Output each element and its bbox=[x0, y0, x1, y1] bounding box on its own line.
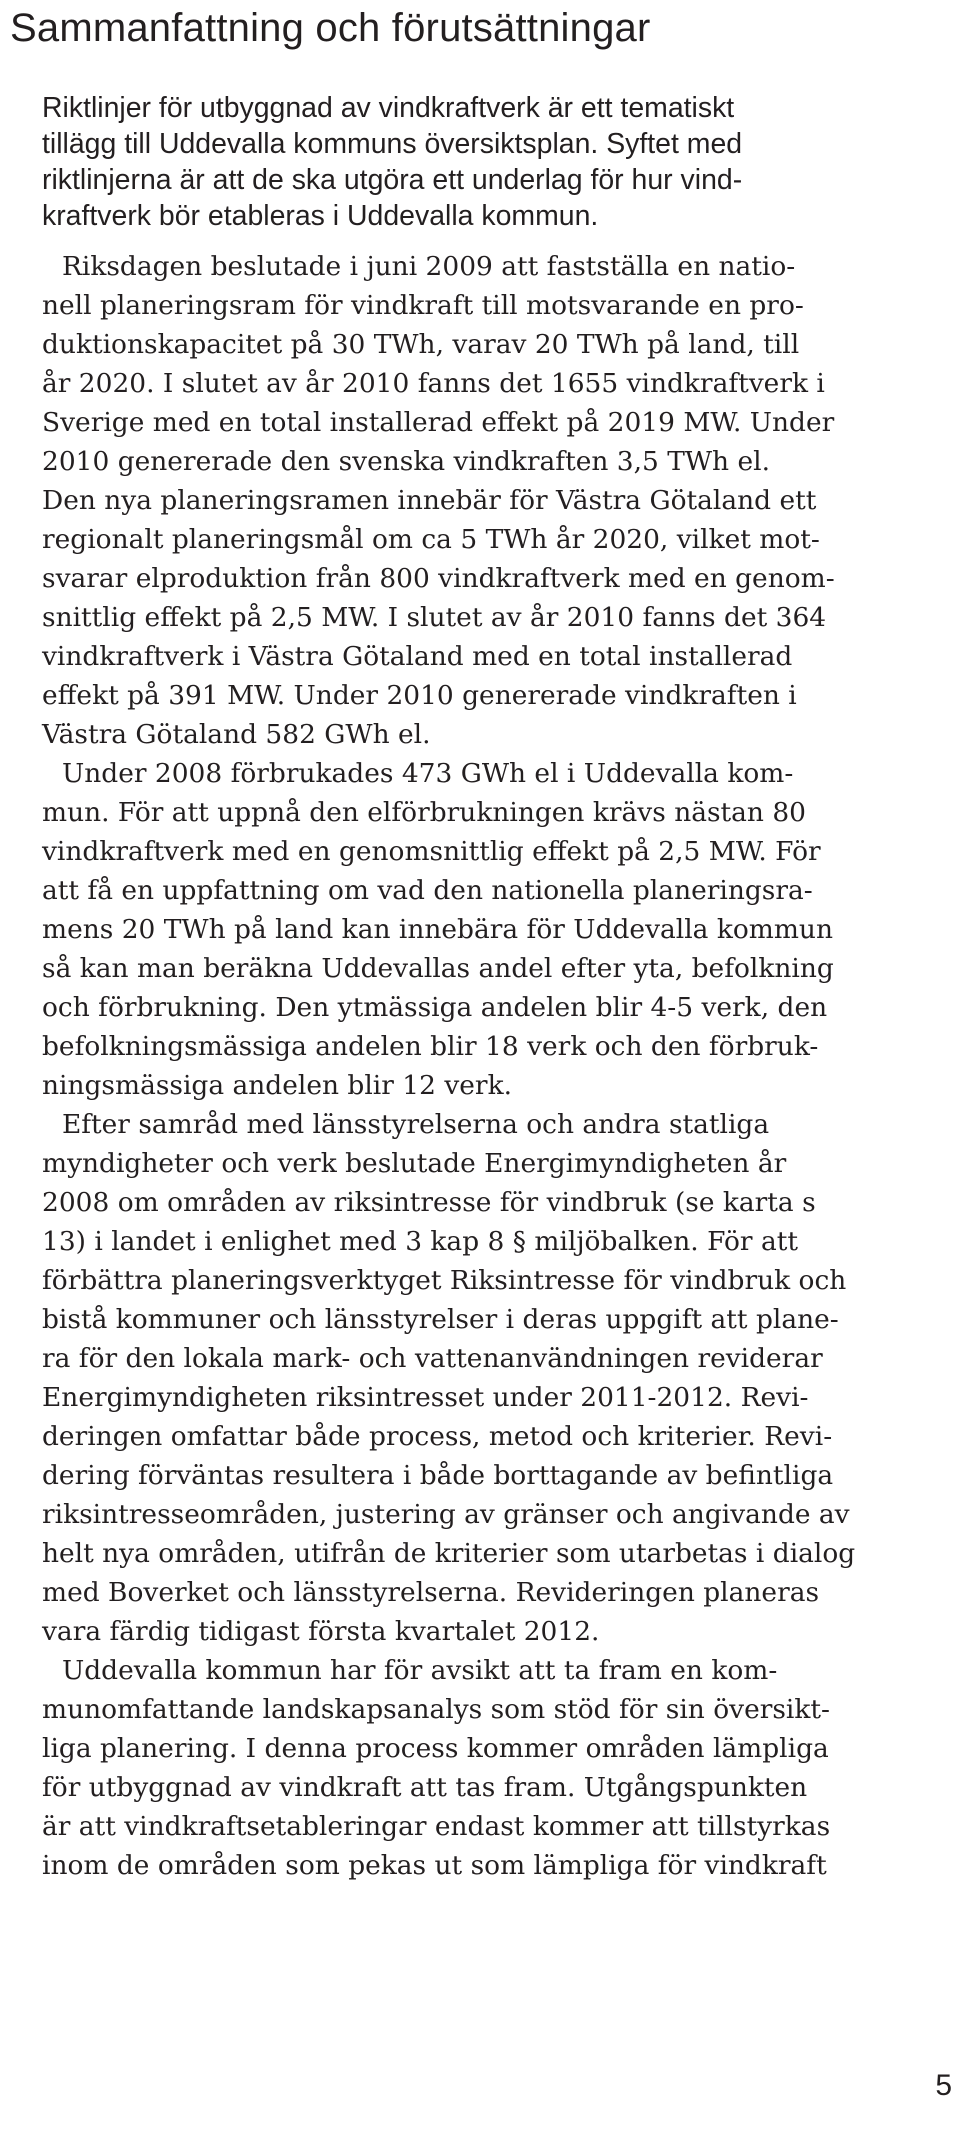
body-line: att få en uppfattning om vad den nationella planeringsra- bbox=[42, 875, 813, 906]
lead-line: riktlinjerna är att de ska utgöra ett underlag för hur vind- bbox=[42, 164, 743, 196]
body-line: Västra Götaland 582 GWh el. bbox=[42, 719, 431, 750]
body-line: Den nya planeringsramen innebär för Västra Götaland ett bbox=[42, 485, 817, 516]
body-line: vindkraftverk i Västra Götaland med en total installerad bbox=[42, 641, 793, 672]
body-line: med Boverket och länsstyrelserna. Revideringen planeras bbox=[42, 1577, 820, 1608]
body-line: 13) i landet i enlighet med 3 kap 8 § miljöbalken. För att bbox=[42, 1226, 798, 1257]
body-line: befolkningsmässiga andelen blir 18 verk och den förbruk- bbox=[42, 1031, 819, 1062]
body-line: deringen omfattar både process, metod och kriterier. Revi- bbox=[42, 1421, 833, 1452]
body-line: ningsmässiga andelen blir 12 verk. bbox=[42, 1070, 512, 1101]
body-line: vara färdig tidigast första kvartalet 2012. bbox=[42, 1616, 600, 1647]
body-line: helt nya områden, utifrån de kriterier som utarbetas i dialog bbox=[42, 1538, 856, 1569]
body-line: förbättra planeringsverktyget Riksintresse för vindbruk och bbox=[42, 1265, 847, 1296]
body-line: ra för den lokala mark- och vattenanvändningen reviderar bbox=[42, 1343, 823, 1374]
body-line: Under 2008 förbrukades 473 GWh el i Uddevalla kom- bbox=[61, 758, 794, 789]
body-line: riksintresseområden, justering av gränser och angivande av bbox=[42, 1499, 850, 1530]
body-line: Riksdagen beslutade i juni 2009 att fastställa en natio- bbox=[61, 251, 796, 282]
body-line: nell planeringsram för vindkraft till motsvarande en pro- bbox=[42, 290, 804, 321]
body-line: Sverige med en total installerad effekt på 2019 MW. Under bbox=[42, 407, 835, 438]
page-heading: Sammanfattning och förutsättningar bbox=[10, 6, 651, 50]
body-line: regionalt planeringsmål om ca 5 TWh år 2020, vilket mot- bbox=[42, 524, 820, 555]
body-line: snittlig effekt på 2,5 MW. I slutet av år 2010 fanns det 364 bbox=[42, 602, 827, 633]
body-line: dering förväntas resultera i både borttagande av befintliga bbox=[42, 1460, 834, 1491]
lead-line: tillägg till Uddevalla kommuns översiktsplan. Syftet med bbox=[42, 128, 743, 160]
body-text bbox=[42, 247, 922, 1885]
body-line: 2010 genererade den svenska vindkraften 3,5 TWh el. bbox=[42, 446, 770, 477]
body-line: mun. För att uppnå den elförbrukningen krävs nästan 80 bbox=[42, 797, 807, 828]
body-line: inom de områden som pekas ut som lämpliga för vindkraft bbox=[42, 1850, 827, 1881]
body-line: duktionskapacitet på 30 TWh, varav 20 TWh på land, till bbox=[42, 329, 800, 360]
page-number: 5 bbox=[935, 2069, 952, 2102]
body-line: munomfattande landskapsanalys som stöd för sin översikt- bbox=[42, 1694, 830, 1725]
lead-paragraph bbox=[42, 90, 912, 234]
body-line: svarar elproduktion från 800 vindkraftverk med en genom- bbox=[42, 563, 835, 594]
body-line: så kan man beräkna Uddevallas andel efter yta, befolkning bbox=[42, 953, 834, 984]
body-line: vindkraftverk med en genomsnittlig effekt på 2,5 MW. För bbox=[42, 836, 821, 867]
body-line: Energimyndigheten riksintresset under 2011-2012. Revi- bbox=[42, 1382, 809, 1413]
body-line: effekt på 391 MW. Under 2010 genererade vindkraften i bbox=[42, 680, 797, 711]
lead-line: Riktlinjer för utbyggnad av vindkraftverk är ett tematiskt bbox=[42, 92, 735, 124]
body-line: Uddevalla kommun har för avsikt att ta fram en kom- bbox=[61, 1655, 778, 1686]
body-line: myndigheter och verk beslutade Energimyndigheten år bbox=[42, 1148, 787, 1179]
body-line: bistå kommuner och länsstyrelser i deras uppgift att plane- bbox=[42, 1304, 839, 1335]
body-line: är att vindkraftsetableringar endast kommer att tillstyrkas bbox=[42, 1811, 831, 1842]
body-line: och förbrukning. Den ytmässiga andelen blir 4-5 verk, den bbox=[42, 992, 828, 1023]
body-line: för utbyggnad av vindkraft att tas fram. Utgångspunkten bbox=[42, 1772, 808, 1803]
body-line: liga planering. I denna process kommer områden lämpliga bbox=[42, 1733, 829, 1764]
body-line: år 2020. I slutet av år 2010 fanns det 1655 vindkraftverk i bbox=[42, 368, 825, 399]
body-line: mens 20 TWh på land kan innebära för Uddevalla kommun bbox=[42, 914, 833, 945]
body-line: 2008 om områden av riksintresse för vindbruk (se karta s bbox=[42, 1187, 816, 1218]
body-line: Efter samråd med länsstyrelserna och andra statliga bbox=[61, 1109, 770, 1140]
lead-line: kraftverk bör etableras i Uddevalla kommun. bbox=[42, 200, 599, 232]
